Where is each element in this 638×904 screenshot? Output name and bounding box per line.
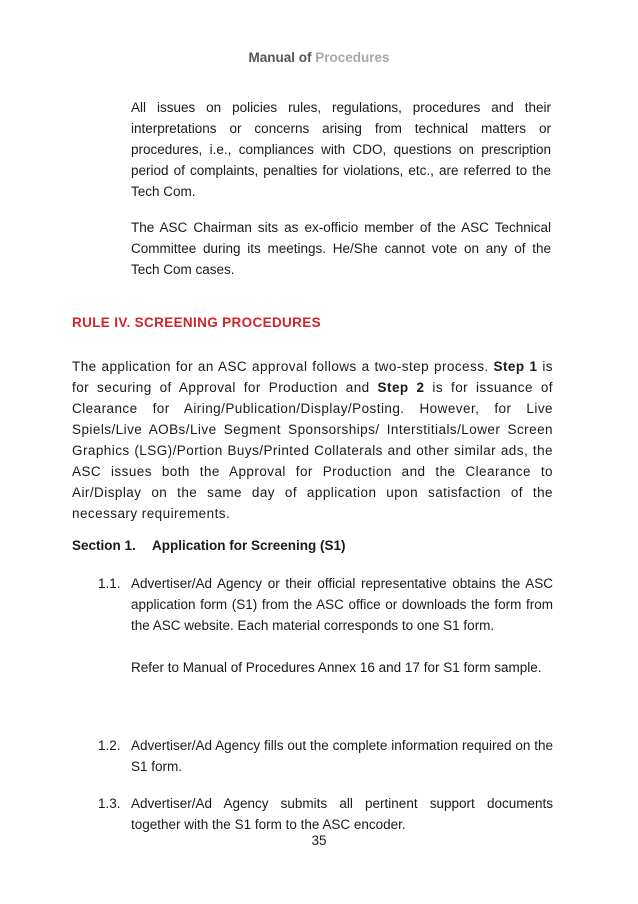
intro-paragraph-1: All issues on policies rules, regulations, procedures and their interpretations or concerns arising from technical matters or procedures, i.e., compliances with CDO, questions on prescription period of complaints, penalties for violations, etc., are referred to the Tech Com. bbox=[131, 100, 551, 199]
page-number: 35 bbox=[311, 833, 327, 848]
list-item bbox=[98, 573, 553, 678]
section-title: Application for Screening (S1) bbox=[152, 538, 346, 553]
section-number: Section 1. bbox=[72, 538, 136, 553]
step1-label: Step 1 bbox=[493, 359, 538, 374]
rule-heading: RULE IV. SCREENING PROCEDURES bbox=[72, 315, 321, 330]
page-header bbox=[0, 50, 638, 65]
header-title: Manual of bbox=[248, 50, 312, 65]
item-note: Refer to Manual of Procedures Annex 16 and 17 for S1 form sample. bbox=[131, 660, 542, 675]
screening-paragraph: The application for an ASC approval follows a two-step process. Step 1 is for securing of Approval for Production and Step 2 is for issuance of Clearance for Airing/Publication/Display/Posting. However, for Live Spiels/Live AOBs/Live Segment Sponsorships/ Interstitials/Lower Screen Graphics (LSG)/Portion Buys/Printed Collaterals and other similar ads, the ASC issues both the Approval for Production and the Clearance to Air/Display on the same day of application upon satisfaction of the necessary requirements. bbox=[72, 359, 554, 521]
list-item bbox=[98, 793, 553, 835]
intro-paragraph-2: The ASC Chairman sits as ex-officio member of the ASC Technical Committee during its meetings. He/She cannot vote on any of the Tech Com cases. bbox=[131, 220, 551, 277]
item-text: Advertiser/Ad Agency submits all pertinent support documents together with the S1 form to the ASC encoder. bbox=[131, 796, 553, 832]
item-number: 1.1. bbox=[98, 576, 121, 591]
item-number: 1.2. bbox=[98, 738, 121, 753]
item-number: 1.3. bbox=[98, 796, 121, 811]
item-text: Advertiser/Ad Agency fills out the complete information required on the S1 form. bbox=[131, 738, 553, 774]
header-subtitle: Procedures bbox=[315, 50, 390, 65]
step2-label: Step 2 bbox=[377, 380, 425, 395]
item-text: Advertiser/Ad Agency or their official representative obtains the ASC application form (S1) from the ASC office or downloads the form from the ASC website. Each material corresponds to one S1 form. bbox=[131, 576, 553, 633]
list-item bbox=[98, 735, 553, 777]
section-heading bbox=[72, 538, 346, 553]
